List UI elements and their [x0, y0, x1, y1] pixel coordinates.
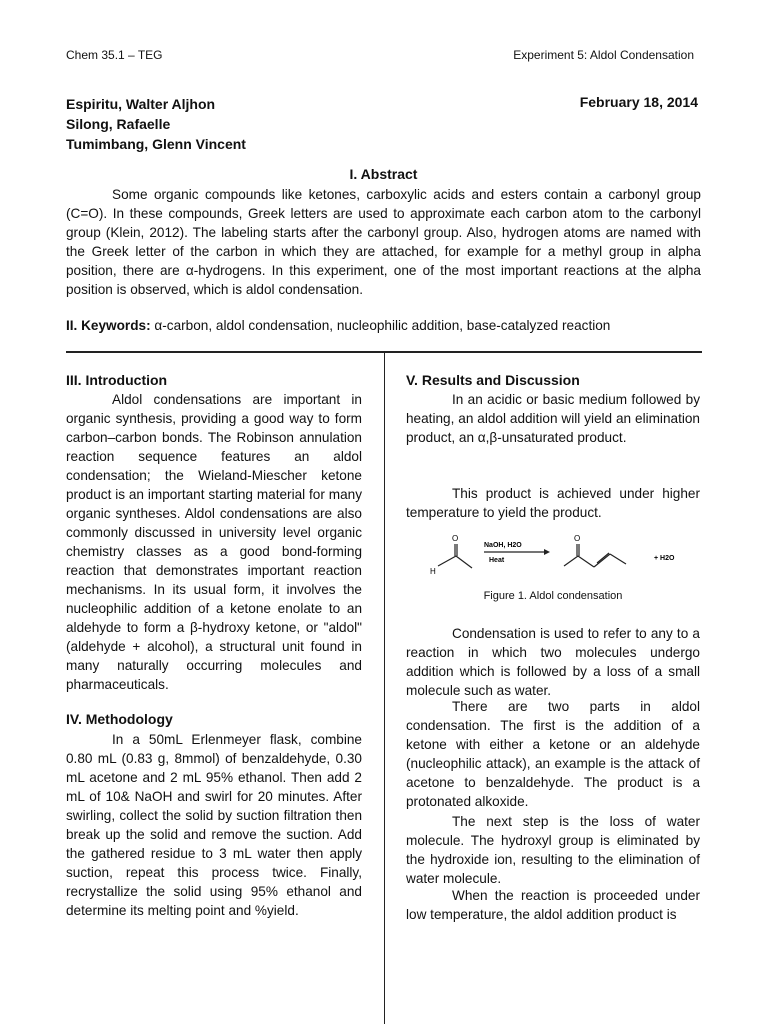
author-list — [66, 94, 246, 154]
introduction-text: Aldol condensations are important in organic synthesis, providing a good way to form carbon–carbon bonds. The Robinson annulation reaction sequence features an aldol condensation; the Wieland-Miescher ketone product is an important starting material for many organic syntheses. Aldol condensations are also commonly discussed in university level organic chemistry classes as a good bond-forming reaction that demonstrates important reaction mechanisms. In its usual form, it involves the nucleophilic addition of a ketone enolate to an aldehyde to form a β-hydroxy ketone, or "aldol" (aldehyde + alcohol), a structural unit found in many naturally occurring molecules and pharmaceuticals. — [66, 392, 362, 692]
keywords-line — [66, 318, 610, 333]
keywords-label: II. Keywords: — [66, 318, 151, 333]
bond-line — [594, 554, 610, 567]
bond-line — [578, 556, 594, 567]
aldol-reaction-figure — [406, 530, 700, 580]
column-divider — [384, 353, 385, 1024]
methodology-heading: IV. Methodology — [66, 711, 173, 727]
methodology-text: In a 50mL Erlenmeyer flask, combine 0.80 mL (0.83 g, 8mmol) of benzaldehyde, 0.30 mL acetone and 2 mL 95% ethanol. Then add 2 mL of 10& NaOH and swirl for 20 minutes. After swirling, collect the solid by suction filtration then break up the solid and remove the suction. Add the gathered residue to 3 mL water then apply suction, repeat this process twice. Finally, recrystallize the solid using 95% ethanol and determine its melting point and %yield. — [66, 732, 362, 918]
results-paragraph: There are two parts in aldol condensation. The first is the addition of a ketone with either a ketone or an aldehyde (nucleophilic attack), an example is the attack of acetone to benzaldehyde. The product is a protonated alkoxide. — [406, 699, 700, 809]
author-name: Espiritu, Walter Aljhon — [66, 96, 216, 112]
author-name: Silong, Rafaelle — [66, 116, 171, 132]
bond-line — [610, 554, 626, 564]
results-paragraph: In an acidic or basic medium followed by heating, an aldol addition will yield an elimination product, an α,β-unsaturated product. — [406, 392, 700, 445]
results-paragraph: The next step is the loss of water molecule. The hydroxyl group is eliminated by the hydroxide ion, resulting to the elimination of water molecule. — [406, 814, 700, 886]
bond-line — [564, 556, 578, 566]
bond-line — [438, 556, 456, 566]
condition-label: Heat — [489, 557, 505, 564]
results-paragraph: This product is achieved under higher temperature to yield the product. — [406, 486, 700, 520]
reaction-arrow-head — [544, 549, 550, 555]
results-paragraph: When the reaction is proceeded under low temperature, the aldol addition product is — [406, 888, 700, 922]
figure-caption: Figure 1. Aldol condensation — [483, 590, 623, 602]
abstract-heading: I. Abstract — [349, 166, 418, 182]
oxygen-label: O — [574, 534, 581, 543]
author-name: Tumimbang, Glenn Vincent — [66, 136, 246, 152]
results-heading: V. Results and Discussion — [406, 372, 580, 388]
report-date: February 18, 2014 — [579, 94, 698, 110]
bond-line — [456, 556, 472, 568]
abstract-text: Some organic compounds like ketones, carboxylic acids and esters contain a carbonyl group (C=O). In these compounds, Greek letters are used to approximate each carbon atom to the carbonyl group (Klein, 2012). The labeling starts after the carbonyl group. Also, hydrogen atoms are named with the Greek letter of the carbon in which they are attached, for example for a methyl group in alpha position, there are α-hydrogens. In this experiment, one of the most important reactions at the alpha position is observed, which is aldol condensation. — [66, 187, 701, 297]
keywords-text: α-carbon, aldol condensation, nucleophilic addition, base-catalyzed reaction — [154, 318, 611, 333]
byproduct-label: + H2O — [654, 555, 675, 562]
results-paragraph: Condensation is used to refer to any to a reaction in which two molecules undergo addition which is followed by a loss of a small molecule such as water. — [406, 626, 700, 698]
introduction-heading: III. Introduction — [66, 372, 168, 388]
running-header-left: Chem 35.1 – TEG — [66, 48, 163, 62]
double-bond — [597, 553, 609, 563]
oxygen-label: O — [452, 534, 459, 543]
running-header-right: Experiment 5: Aldol Condensation — [513, 48, 694, 62]
reagent-label: NaOH, H2O — [484, 542, 522, 549]
hydrogen-label: H — [430, 567, 436, 576]
